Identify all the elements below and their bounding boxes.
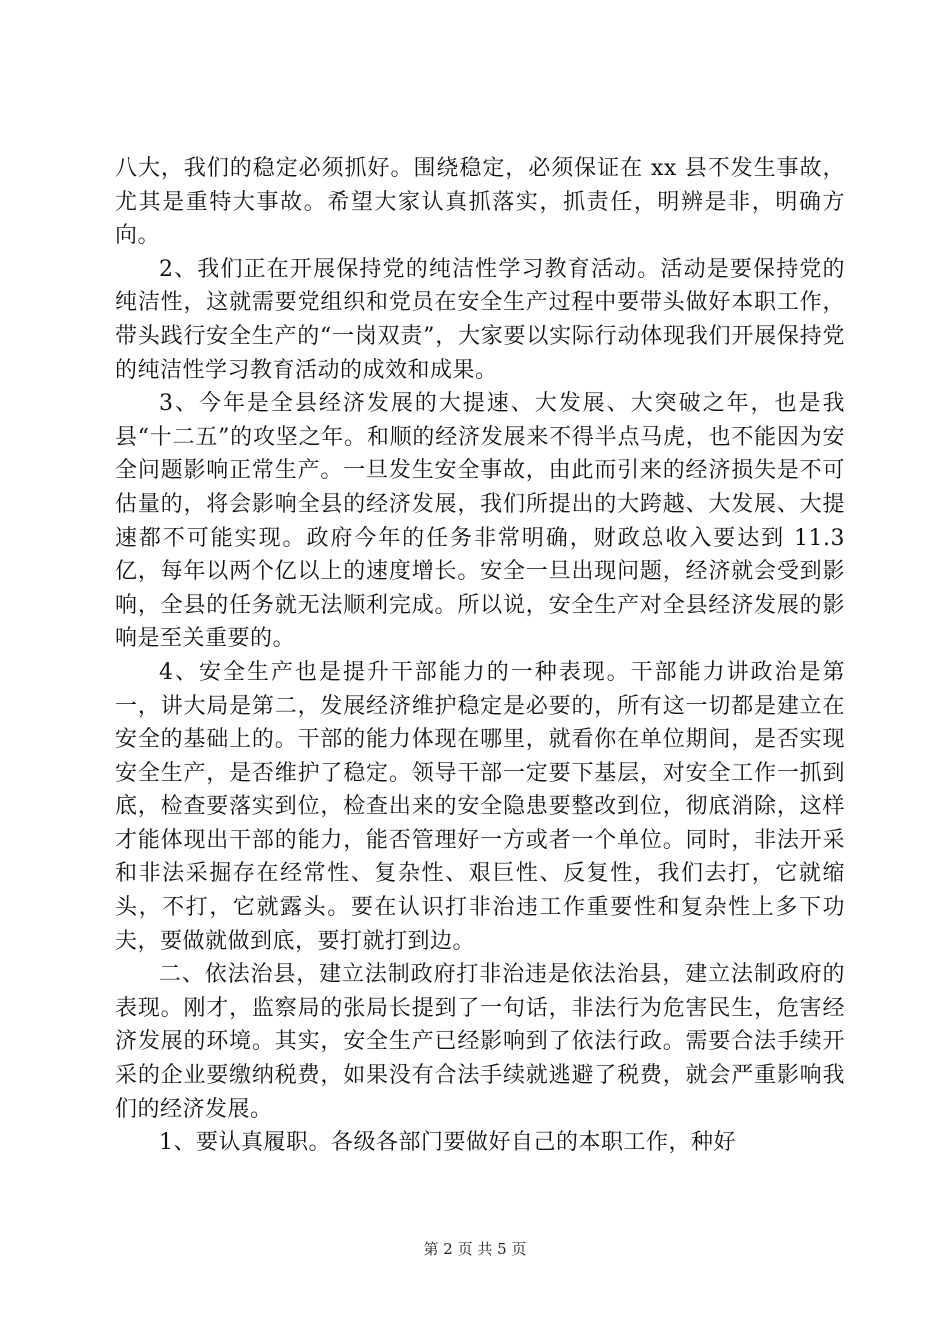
paragraph-2: 2、我们正在开展保持党的纯洁性学习教育活动。活动是要保持党的纯洁性，这就需要党组织和党员在安全生产过程中要带头做好本职工作，带头践行安全生产的“一岗双责”，大家要以实际行动体现我们开展保持党的纯洁性学习教育活动的成效和成果。 bbox=[115, 256, 845, 383]
paragraph-1: 八大，我们的稳定必须抓好。围绕稳定，必须保证在 xx 县不发生事故，尤其是重特大事故。希望大家认真抓落实，抓责任，明辨是非，明确方向。 bbox=[115, 156, 845, 249]
document-body bbox=[115, 152, 845, 1160]
page-number-footer: 第 2 页 共 5 页 bbox=[423, 1240, 527, 1258]
paragraph-4: 4、安全生产也是提升干部能力的一种表现。干部能力讲政治是第一，讲大局是第二，发展经济维护稳定是必要的，所有这一切都是建立在安全的基础上的。干部的能力体现在哪里，就看你在单位期间，是否实现安全生产，是否维护了稳定。领导干部一定要下基层，对安全工作一抓到底，检查要落实到位，检查出来的安全隐患要整改到位，彻底消除，这样才能体现出干部的能力，能否管理好一方或者一个单位。同时，非法开采和非法采掘存在经常性、复杂性、艰巨性、反复性，我们去打，它就缩头，不打，它就露头。要在认识打非治违工作重要性和复杂性上多下功夫，要做就做到底，要打就打到边。 bbox=[115, 659, 845, 954]
paragraph-6: 1、要认真履职。各级各部门要做好自己的本职工作，种好 bbox=[159, 1130, 736, 1156]
paragraph-5: 二、依法治县，建立法制政府打非治违是依法治县，建立法制政府的表现。刚才，监察局的张局长提到了一句话，非法行为危害民生，危害经济发展的环境。其实，安全生产已经影响到了依法行政。需要合法手续开采的企业要缴纳税费，如果没有合法手续就逃避了税费，就会严重影响我们的经济发展。 bbox=[115, 962, 845, 1122]
paragraph-3: 3、今年是全县经济发展的大提速、大发展、大突破之年，也是我县“十二五”的攻坚之年。和顺的经济发展来不得半点马虎，也不能因为安全问题影响正常生产。一旦发生安全事故，由此而引来的经济损失是不可估量的，将会影响全县的经济发展，我们所提出的大跨越、大发展、大提速都不可能实现。政府今年的任务非常明确，财政总收入要达到 11.3 亿，每年以两个亿以上的速度增长。安全一旦出现问题，经济就会受到影响，全县的任务就无法顺利完成。所以说，安全生产对全县经济发展的影响是至关重要的。 bbox=[115, 391, 845, 652]
